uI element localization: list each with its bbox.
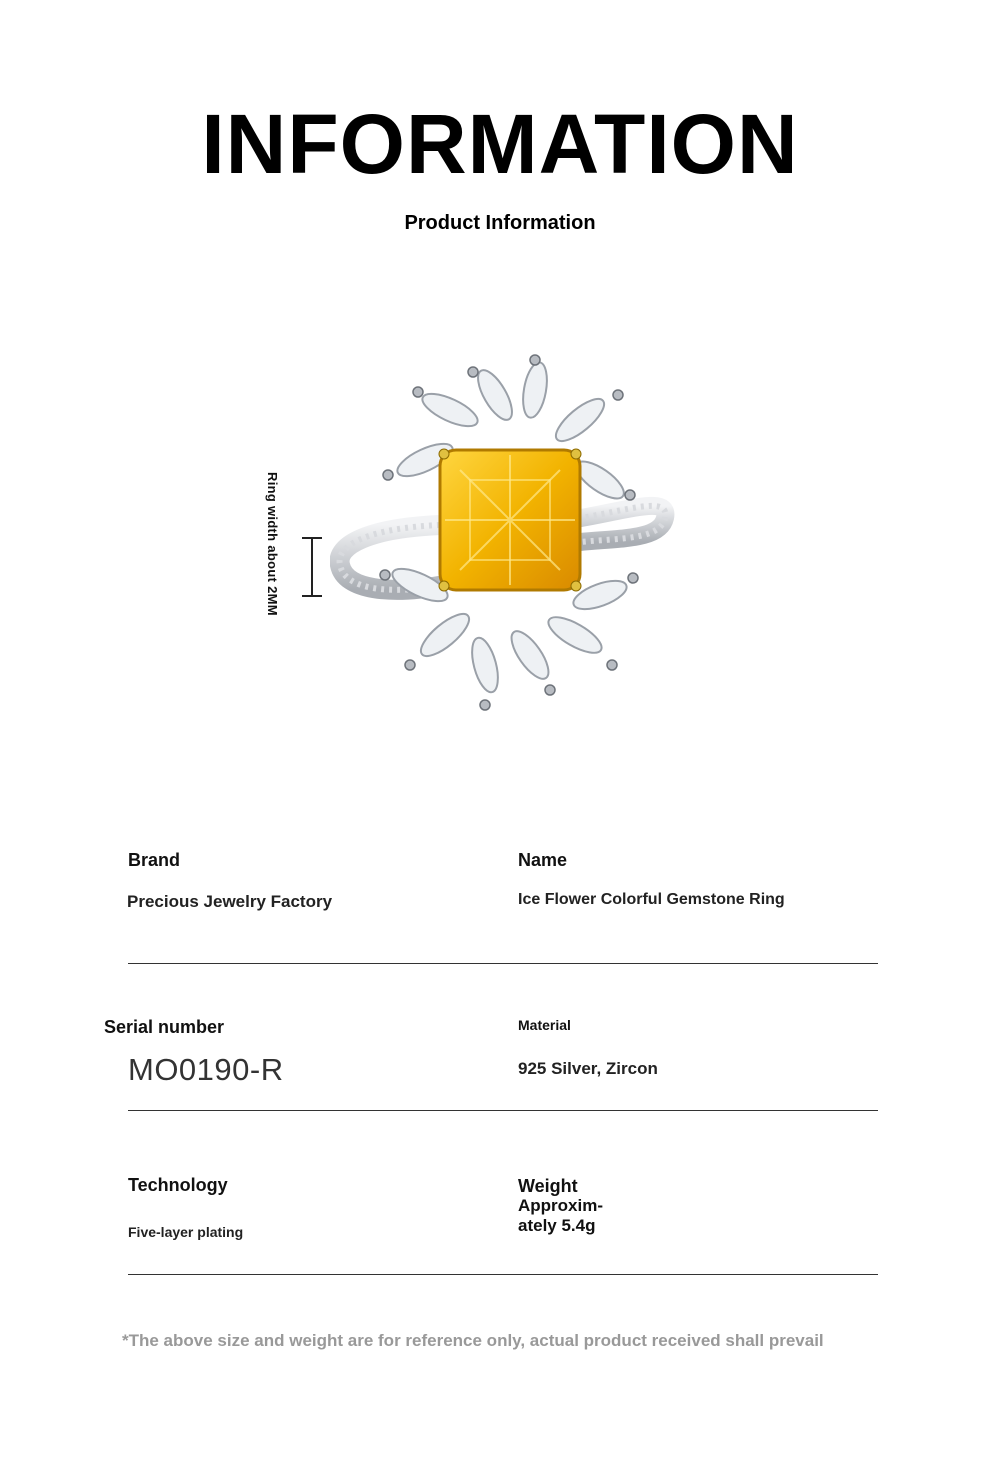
page-subtitle: Product Information: [404, 212, 596, 234]
name-label: Name: [518, 850, 568, 870]
name-value: Ice Flower Colorful Gemstone Ring: [518, 891, 785, 908]
weight-label: Weight: [518, 1176, 578, 1196]
width-bracket-icon: [300, 537, 324, 597]
footnote: *The above size and weight are for reference only, actual product received shall prevail: [122, 1331, 824, 1350]
brand-label: Brand: [128, 850, 181, 870]
ring-width-note: Ring width about 2MM: [265, 472, 280, 616]
technology-value: Five-layer plating: [128, 1224, 244, 1240]
serial-value: MO0190-R: [128, 1052, 284, 1087]
weight-value-text: Approxim- ately 5.4g: [518, 1196, 603, 1235]
divider: [128, 1110, 878, 1111]
brand-value: Precious Jewelry Factory: [127, 892, 333, 911]
page-title: INFORMATION: [201, 97, 799, 191]
ring-image: [330, 350, 680, 720]
serial-label: Serial number: [104, 1017, 225, 1037]
divider: [128, 1274, 878, 1275]
material-value: 925 Silver, Zircon: [518, 1059, 658, 1078]
technology-label: Technology: [128, 1175, 228, 1195]
material-label: Material: [518, 1017, 571, 1033]
divider: [128, 963, 878, 964]
weight-value: [518, 1196, 628, 1236]
